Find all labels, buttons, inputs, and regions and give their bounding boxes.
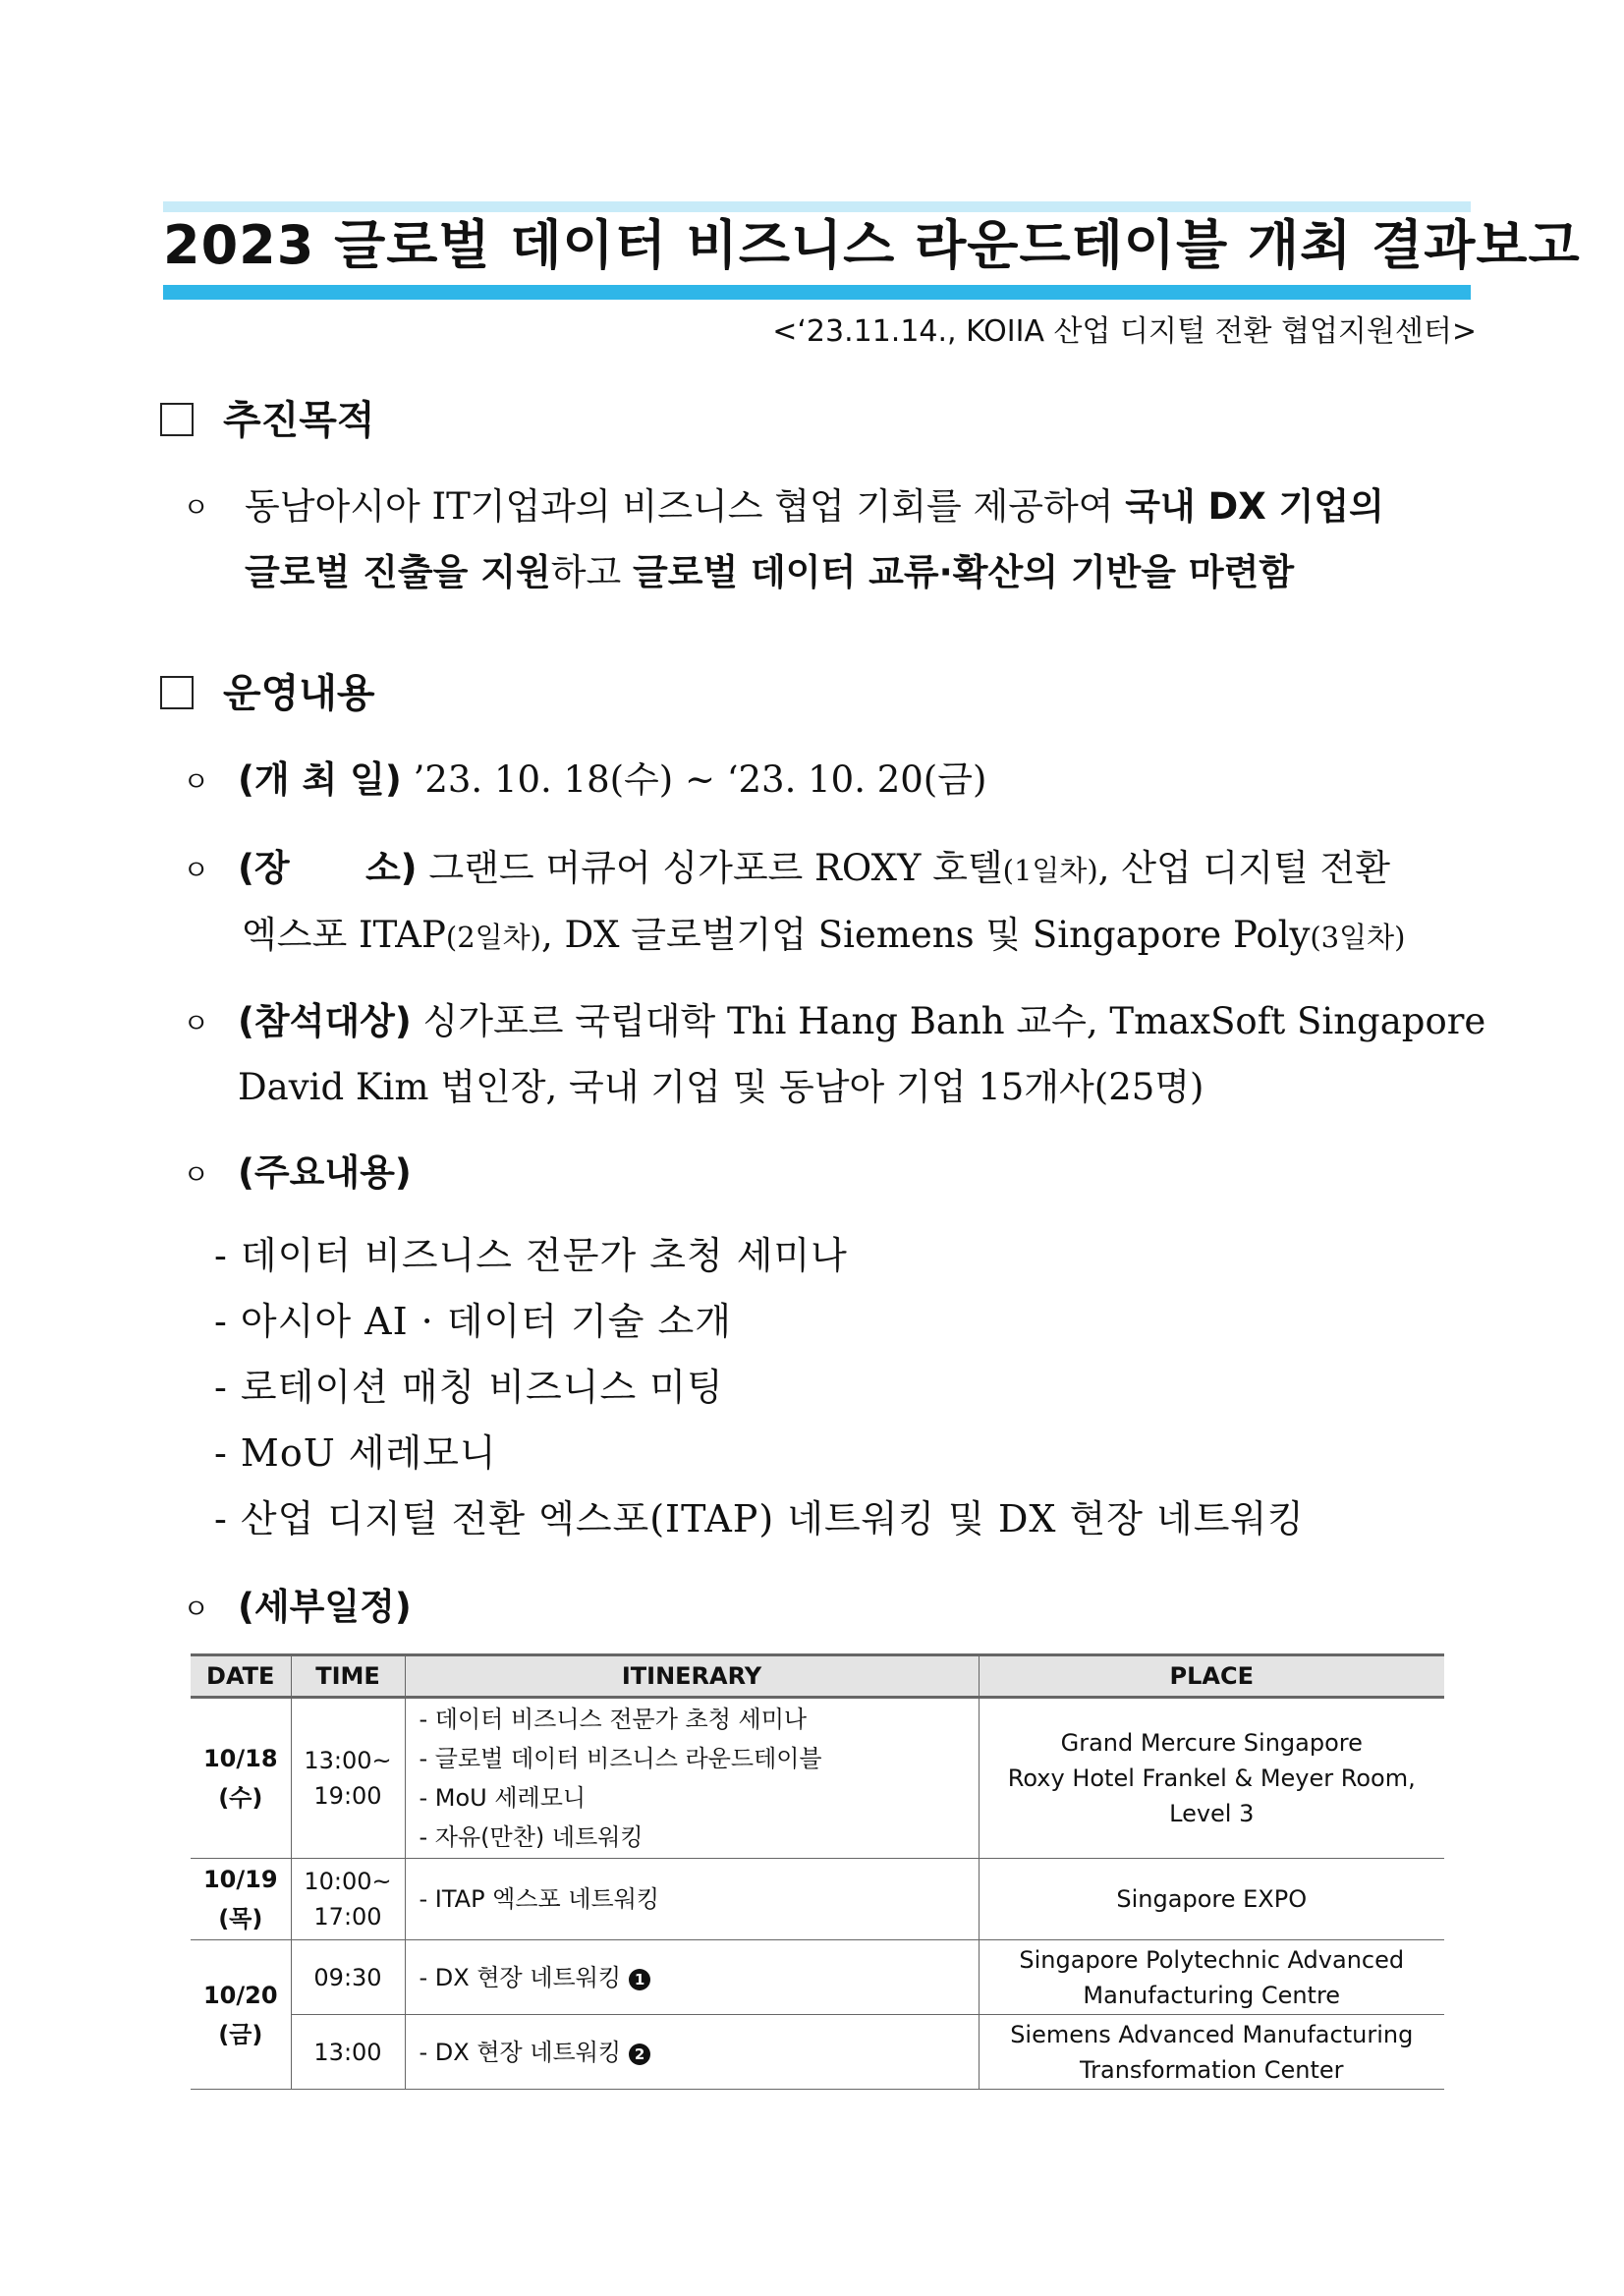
header-place: PLACE bbox=[979, 1655, 1444, 1698]
main-item: - 로테이션 매칭 비즈니스 미팅 bbox=[214, 1366, 724, 1409]
purpose-line-1: 동남아시아 IT기업과의 비즈니스 협업 기회를 제공하여 국내 DX 기업의 bbox=[245, 485, 1384, 528]
page-title: 2023 글로벌 데이터 비즈니스 라운드테이블 개최 결과보고 bbox=[163, 214, 1581, 276]
section-heading-purpose: 추진목적 bbox=[160, 395, 375, 446]
bullet-circle-icon: ㅇ bbox=[183, 1158, 210, 1191]
main-item: - 아시아 AI · 데이터 기술 소개 bbox=[214, 1300, 732, 1343]
main-item: - MoU 세레모니 bbox=[214, 1431, 497, 1475]
main-content-label: (주요내용) bbox=[238, 1151, 412, 1194]
venue-line-2: 엑스포 ITAP(2일차), DX 글로벌기업 Siemens 및 Singapore Poly(3일차) bbox=[242, 914, 1406, 956]
bullet-circle-icon: ㅇ bbox=[183, 765, 210, 798]
event-dates: (개 최 일) ’23. 10. 18(수) ~ ‘23. 10. 20(금) bbox=[238, 758, 987, 801]
time-cell: 13:00~ 19:00 bbox=[291, 1698, 405, 1859]
number-one-circle-icon: 1 bbox=[629, 1969, 650, 1990]
attendees-line-1: (참석대상) 싱가포르 국립대학 Thi Hang Banh 교수, TmaxSoft Singapore bbox=[238, 1000, 1486, 1042]
table-row bbox=[191, 1698, 1444, 1859]
checkbox-square-icon bbox=[160, 403, 194, 436]
title-bar-top bbox=[163, 201, 1471, 212]
bullet-circle-icon: ㅇ bbox=[183, 1007, 210, 1039]
main-item: - 데이터 비즈니스 전문가 초청 세미나 bbox=[214, 1234, 848, 1277]
table-row bbox=[191, 1859, 1444, 1940]
time-cell: 09:30 bbox=[291, 1940, 405, 2015]
header-itinerary: ITINERARY bbox=[405, 1655, 979, 1698]
schedule-label: (세부일정) bbox=[238, 1586, 412, 1628]
bullet-circle-icon: ㅇ bbox=[183, 491, 210, 524]
time-cell: 13:00 bbox=[291, 2015, 405, 2090]
purpose-line-2: 글로벌 진출을 지원하고 글로벌 데이터 교류·확산의 기반을 마련함 bbox=[245, 551, 1295, 593]
itinerary-cell: - DX 현장 네트워킹 2 bbox=[405, 2015, 979, 2090]
table-row bbox=[191, 2015, 1444, 2090]
schedule-table bbox=[191, 1653, 1444, 2090]
header-time: TIME bbox=[291, 1655, 405, 1698]
place-cell: Singapore Polytechnic Advanced Manufacturing Centre bbox=[979, 1940, 1444, 2015]
number-two-circle-icon: 2 bbox=[629, 2044, 650, 2065]
bullet-circle-icon: ㅇ bbox=[183, 1593, 210, 1625]
bullet-circle-icon: ㅇ bbox=[183, 854, 210, 886]
itinerary-cell: - ITAP 엑스포 네트워킹 bbox=[405, 1859, 979, 1940]
table-header-row bbox=[191, 1655, 1444, 1698]
time-cell: 10:00~ 17:00 bbox=[291, 1859, 405, 1940]
venue-line-1: (장 소) 그랜드 머큐어 싱가포르 ROXY 호텔(1일차), 산업 디지털 전환 bbox=[238, 847, 1390, 889]
main-item: - 산업 디지털 전환 엑스포(ITAP) 네트워킹 및 DX 현장 네트워킹 bbox=[214, 1497, 1305, 1540]
itinerary-cell: - 데이터 비즈니스 전문가 초청 세미나 - 글로벌 데이터 비즈니스 라운드테이블 - MoU 세레모니 - 자유(만찬) 네트워킹 bbox=[405, 1698, 979, 1859]
checkbox-square-icon bbox=[160, 676, 194, 709]
report-subtitle: <‘23.11.14., KOIIA 산업 디지털 전환 협업지원센터> bbox=[772, 314, 1477, 349]
attendees-line-2: David Kim 법인장, 국내 기업 및 동남아 기업 15개사(25명) bbox=[238, 1066, 1204, 1108]
place-cell: Singapore EXPO bbox=[979, 1859, 1444, 1940]
date-cell: 10/20 (금) bbox=[191, 1940, 291, 2090]
date-cell: 10/19 (목) bbox=[191, 1859, 291, 1940]
date-cell: 10/18 (수) bbox=[191, 1698, 291, 1859]
place-cell: Grand Mercure Singapore Roxy Hotel Frankel & Meyer Room, Level 3 bbox=[979, 1698, 1444, 1859]
title-bar-bottom bbox=[163, 285, 1471, 300]
section-heading-operations: 운영내용 bbox=[160, 668, 375, 719]
itinerary-cell: - DX 현장 네트워킹 1 bbox=[405, 1940, 979, 2015]
table-row bbox=[191, 1940, 1444, 2015]
place-cell: Siemens Advanced Manufacturing Transformation Center bbox=[979, 2015, 1444, 2090]
header-date: DATE bbox=[191, 1655, 291, 1698]
